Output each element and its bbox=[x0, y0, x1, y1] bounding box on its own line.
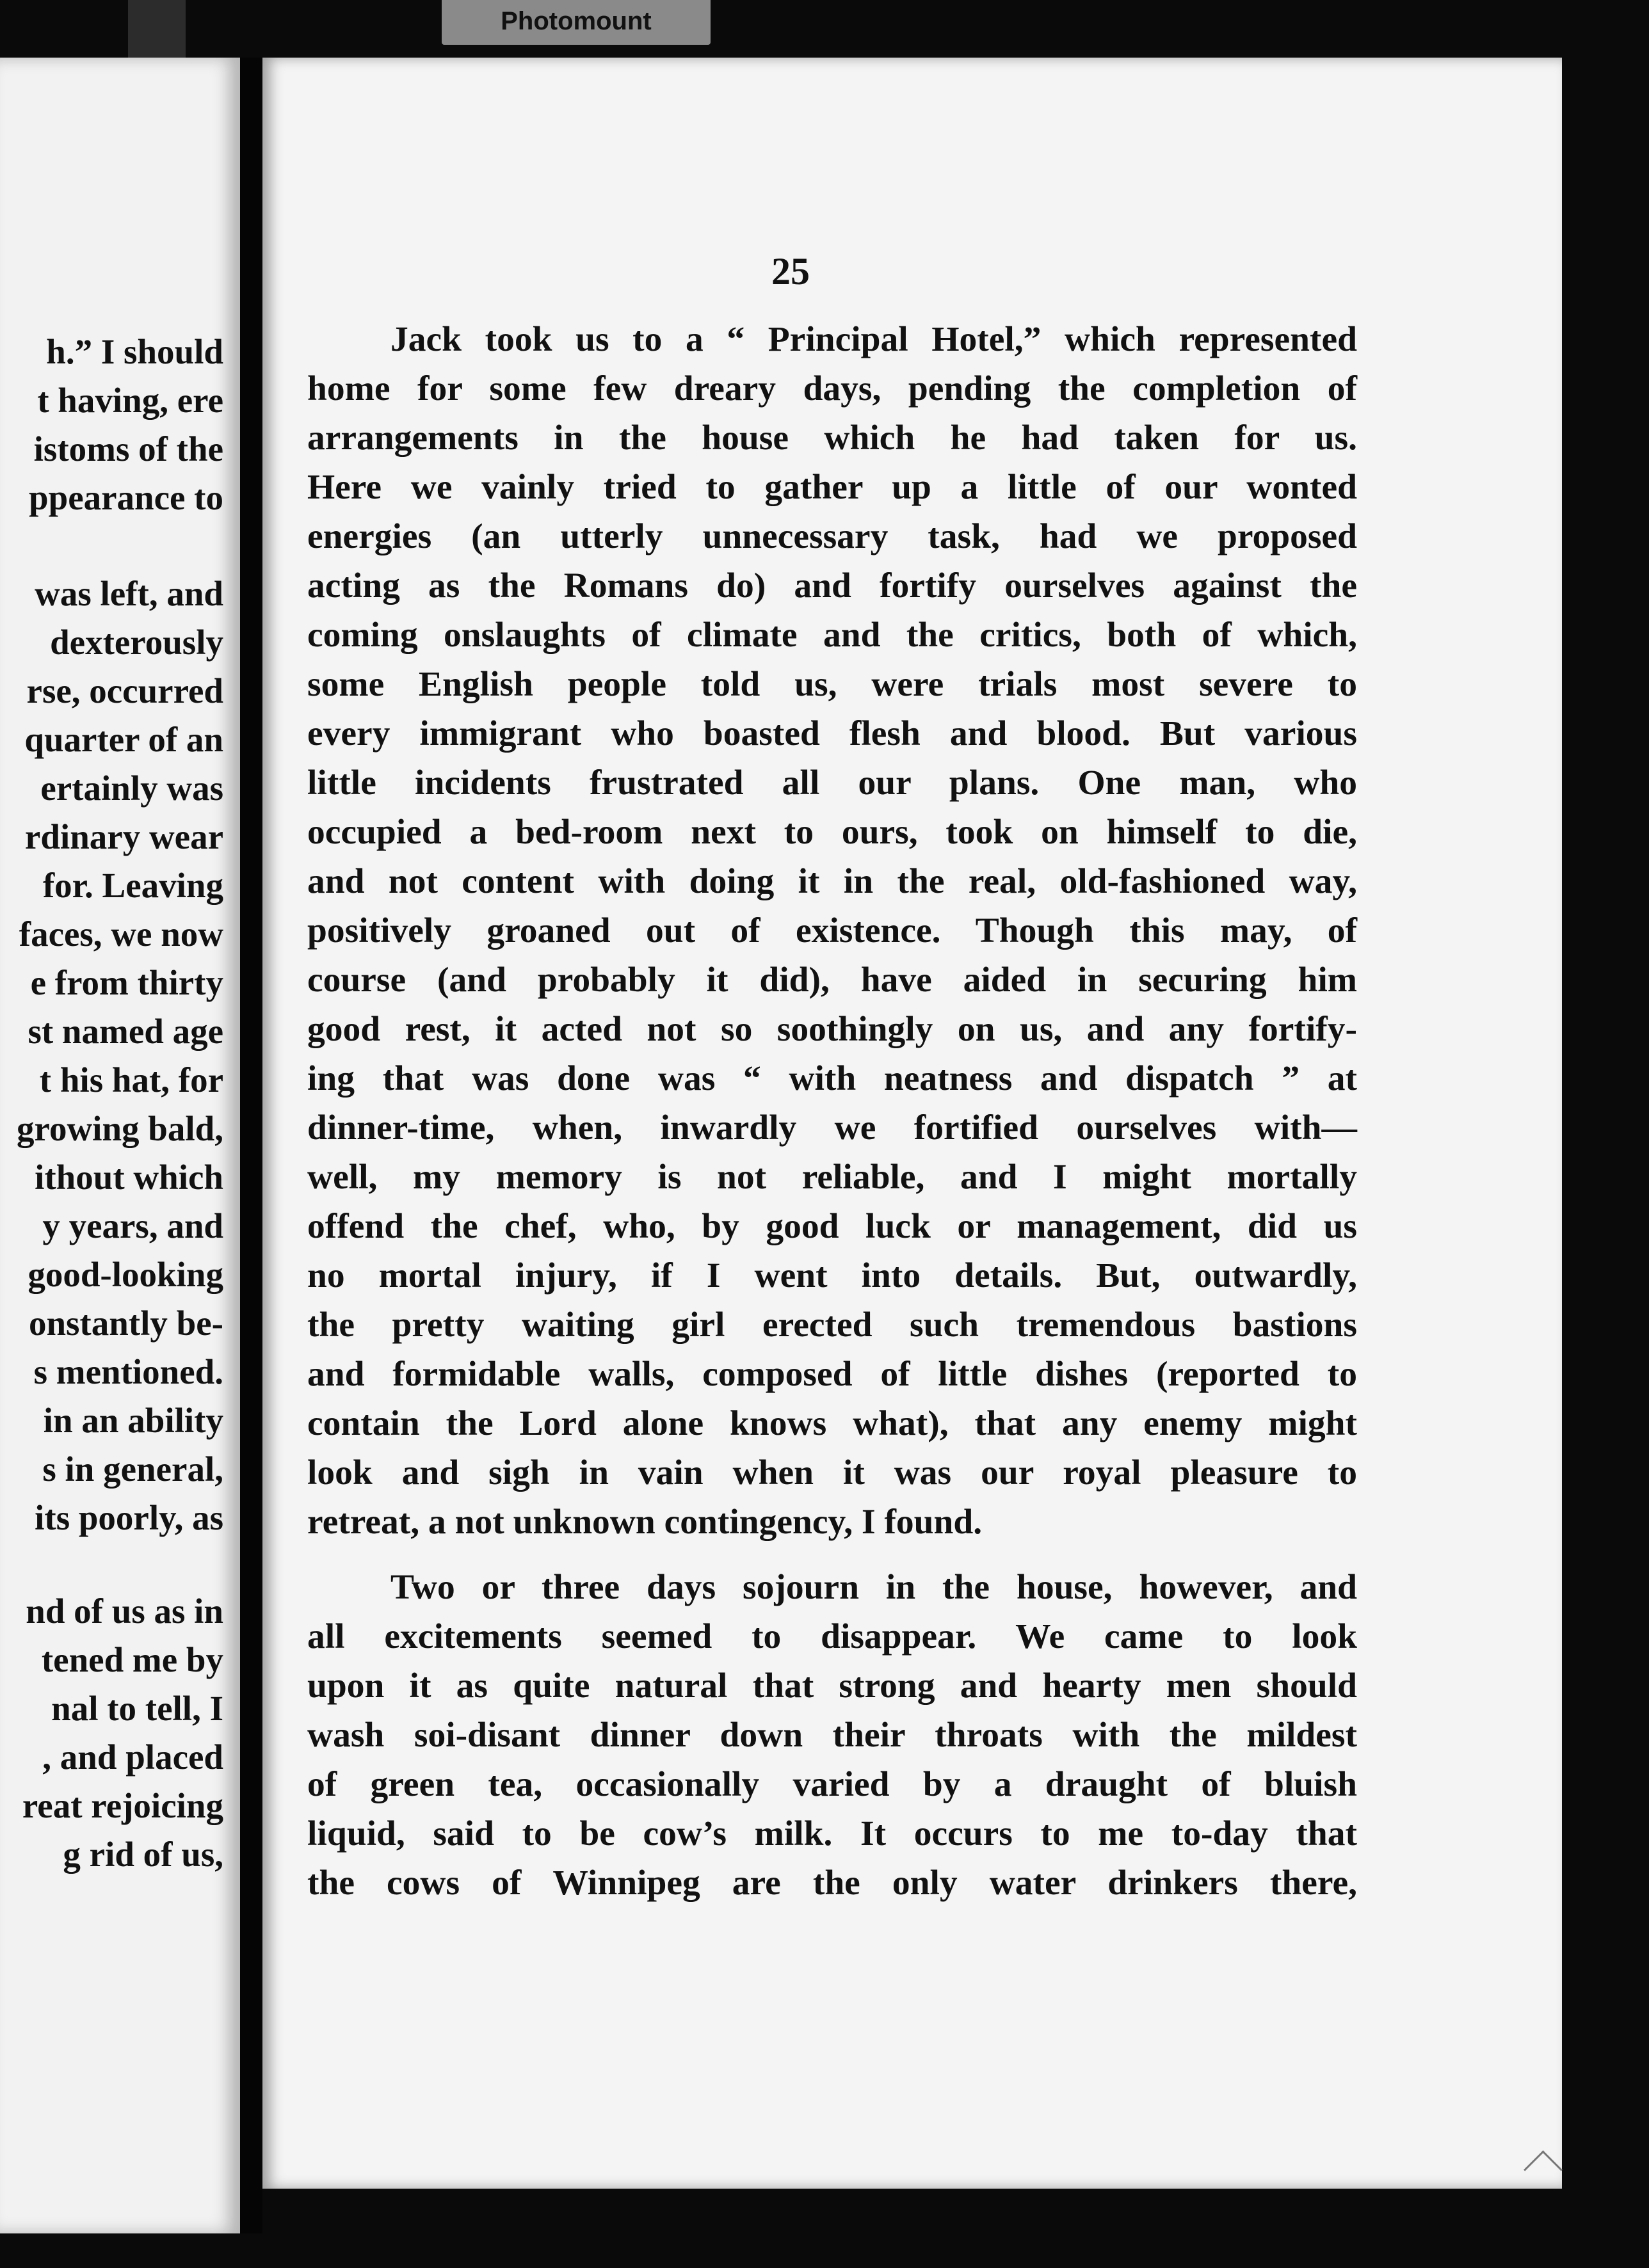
left-page-line: quarter of an bbox=[24, 720, 223, 759]
page-number: 25 bbox=[771, 250, 810, 292]
left-page-line: good-looking bbox=[28, 1255, 223, 1294]
left-page-line: ertainly was bbox=[40, 769, 223, 808]
text-line: ing that was done was “ with neatness and dispatch ” at bbox=[307, 1059, 1357, 1098]
text-line: occupied a bed-room next to ours, took on himself to die, bbox=[307, 813, 1357, 852]
text-line: and not content with doing it in the real, old-fashioned way, bbox=[307, 862, 1357, 901]
left-page-line: , and placed bbox=[42, 1737, 223, 1777]
text-line: arrangements in the house which he had taken for us. bbox=[307, 419, 1357, 458]
left-page-line: h.” I should bbox=[46, 332, 223, 371]
paragraph-2 bbox=[307, 1563, 1357, 1908]
book-gutter bbox=[240, 58, 262, 2233]
text-line: Here we vainly tried to gather up a little of our wonted bbox=[307, 468, 1357, 507]
left-page-line: ppearance to bbox=[29, 478, 223, 517]
text-line: upon it as quite natural that strong and hearty men should bbox=[307, 1666, 1357, 1705]
text-line: the pretty waiting girl erected such tremendous bastions bbox=[307, 1306, 1357, 1345]
left-page-line: ithout which bbox=[35, 1158, 223, 1197]
left-page-line: growing bald, bbox=[17, 1109, 223, 1148]
text-line: good rest, it acted not so soothingly on us, and any fortify- bbox=[307, 1010, 1357, 1049]
left-page-line: tened me by bbox=[41, 1640, 223, 1679]
text-line: energies (an utterly unnecessary task, had we proposed bbox=[307, 517, 1357, 556]
text-line: acting as the Romans do) and fortify ourselves against the bbox=[307, 566, 1357, 605]
left-page-line: reat rejoicing bbox=[22, 1786, 223, 1825]
left-page-line: faces, we now bbox=[19, 914, 223, 954]
text-line: retreat, a not unknown contingency, I found. bbox=[307, 1503, 983, 1542]
text-line: wash soi-disant dinner down their throats with the mildest bbox=[307, 1716, 1357, 1755]
text-line: no mortal injury, if I went into details. But, outwardly, bbox=[307, 1256, 1357, 1295]
text-line: Two or three days sojourn in the house, however, and bbox=[390, 1568, 1357, 1607]
left-page-line: rdinary wear bbox=[24, 817, 223, 856]
photomount-label: Photomount bbox=[442, 0, 711, 45]
left-page-line: s mentioned. bbox=[33, 1352, 223, 1391]
text-line: every immigrant who boasted flesh and blood. But various bbox=[307, 714, 1357, 753]
left-page-line: onstantly be- bbox=[28, 1304, 223, 1343]
text-line: of green tea, occasionally varied by a draught of bluish bbox=[307, 1765, 1357, 1804]
left-page-line: was left, and bbox=[35, 574, 223, 613]
left-page-line: dexterously bbox=[50, 623, 223, 662]
page-corner bbox=[1524, 2150, 1563, 2189]
text-line: Jack took us to a “ Principal Hotel,” which represented bbox=[390, 320, 1357, 359]
left-page-line: t his hat, for bbox=[39, 1060, 223, 1099]
left-page-line: nal to tell, I bbox=[51, 1689, 223, 1728]
text-line: well, my memory is not reliable, and I might mortally bbox=[307, 1158, 1357, 1197]
text-line: some English people told us, were trials most severe to bbox=[307, 665, 1357, 704]
left-page-line: for. Leaving bbox=[42, 866, 223, 905]
text-line: positively groaned out of existence. Though this may, of bbox=[307, 911, 1357, 950]
right-page bbox=[262, 58, 1562, 2189]
left-page-line: in an ability bbox=[43, 1401, 223, 1440]
text-line: little incidents frustrated all our plans. One man, who bbox=[307, 763, 1357, 803]
left-page-line: y years, and bbox=[42, 1206, 223, 1245]
left-page-line: t having, ere bbox=[37, 381, 223, 420]
left-page-line: istoms of the bbox=[33, 429, 223, 468]
text-line: coming onslaughts of climate and the critics, both of which, bbox=[307, 616, 1357, 655]
text-line: liquid, said to be cow’s milk. It occurs to me to-day that bbox=[307, 1814, 1357, 1853]
paragraph-1 bbox=[307, 315, 1357, 1547]
text-line: contain the Lord alone knows what), that any enemy might bbox=[307, 1404, 1357, 1443]
left-page-line: its poorly, as bbox=[35, 1498, 223, 1537]
text-line: all excitements seemed to disappear. We came to look bbox=[307, 1617, 1357, 1656]
left-page-line: nd of us as in bbox=[26, 1592, 223, 1631]
left-page-line: g rid of us, bbox=[63, 1835, 223, 1874]
text-line: dinner-time, when, inwardly we fortified ourselves with— bbox=[307, 1108, 1357, 1147]
left-page bbox=[0, 58, 240, 2233]
text-line: course (and probably it did), have aided in securing him bbox=[307, 961, 1357, 1000]
text-line: offend the chef, who, by good luck or management, did us bbox=[307, 1207, 1357, 1246]
left-page-line: s in general, bbox=[42, 1449, 223, 1489]
left-page-line: st named age bbox=[28, 1012, 223, 1051]
text-line: the cows of Winnipeg are the only water drinkers there, bbox=[307, 1864, 1357, 1903]
text-line: look and sigh in vain when it was our royal pleasure to bbox=[307, 1453, 1357, 1492]
text-line: home for some few dreary days, pending the completion of bbox=[307, 369, 1357, 408]
text-line: and formidable walls, composed of little dishes (reported to bbox=[307, 1355, 1357, 1394]
left-page-line: rse, occurred bbox=[26, 671, 223, 710]
left-page-line: e from thirty bbox=[30, 963, 223, 1002]
